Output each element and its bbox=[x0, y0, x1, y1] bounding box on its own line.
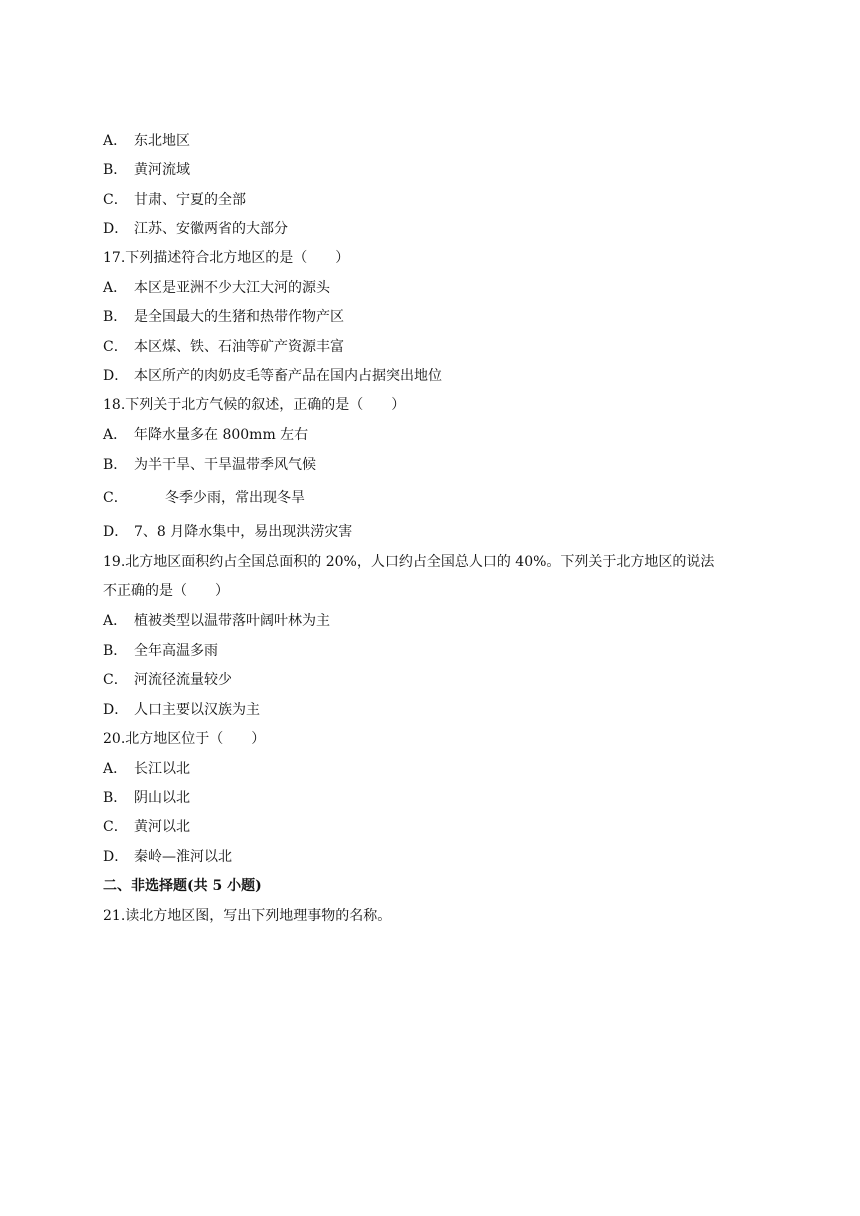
q16-option-b: B． 黄河流域 bbox=[103, 162, 190, 178]
q18-option-a: A． 年降水量多在 800mm 左右 bbox=[103, 427, 309, 443]
q18-stem: 18.下列关于北方气候的叙述，正确的是（ ） bbox=[103, 397, 406, 413]
q20-option-b: B． 阴山以北 bbox=[103, 790, 190, 806]
q17-option-d: D． 本区所产的肉奶皮毛等畜产品在国内占据突出地位 bbox=[103, 368, 442, 384]
q21-stem: 21.读北方地区图，写出下列地理事物的名称。 bbox=[103, 908, 392, 924]
q18-option-d: D． 7、8 月降水集中，易出现洪涝灾害 bbox=[103, 524, 353, 540]
q16-option-a: A． 东北地区 bbox=[103, 133, 190, 149]
q19-option-b: B． 全年高温多雨 bbox=[103, 643, 218, 659]
q18-option-b: B． 为半干旱、干旱温带季风气候 bbox=[103, 457, 316, 473]
q19-option-c: C． 河流径流量较少 bbox=[103, 672, 232, 688]
q17-option-c: C． 本区煤、铁、石油等矿产资源丰富 bbox=[103, 339, 344, 355]
q20-option-d: D． 秦岭—淮河以北 bbox=[103, 849, 232, 865]
q19-stem-line1: 19.北方地区面积约占全国总面积的 20%，人口约占全国总人口的 40%。下列关于北方地区的说法 bbox=[103, 554, 715, 570]
q18-option-c: C． 冬季少雨，常出现冬旱 bbox=[103, 490, 305, 506]
q20-option-a: A． 长江以北 bbox=[103, 761, 190, 777]
section-heading: 二、非选择题(共 5 小题) bbox=[103, 878, 262, 894]
q17-stem: 17.下列描述符合北方地区的是（ ） bbox=[103, 250, 350, 266]
q20-stem: 20.北方地区位于（ ） bbox=[103, 731, 266, 747]
q19-option-d: D． 人口主要以汉族为主 bbox=[103, 702, 260, 718]
q17-option-b: B． 是全国最大的生猪和热带作物产区 bbox=[103, 309, 344, 325]
q16-option-d: D． 江苏、安徽两省的大部分 bbox=[103, 221, 288, 237]
q16-option-c: C． 甘肃、宁夏的全部 bbox=[103, 192, 246, 208]
q20-option-c: C． 黄河以北 bbox=[103, 819, 190, 835]
q19-stem-line2: 不正确的是（ ） bbox=[103, 583, 229, 599]
q17-option-a: A． 本区是亚洲不少大江大河的源头 bbox=[103, 280, 330, 296]
q19-option-a: A． 植被类型以温带落叶阔叶林为主 bbox=[103, 613, 330, 629]
